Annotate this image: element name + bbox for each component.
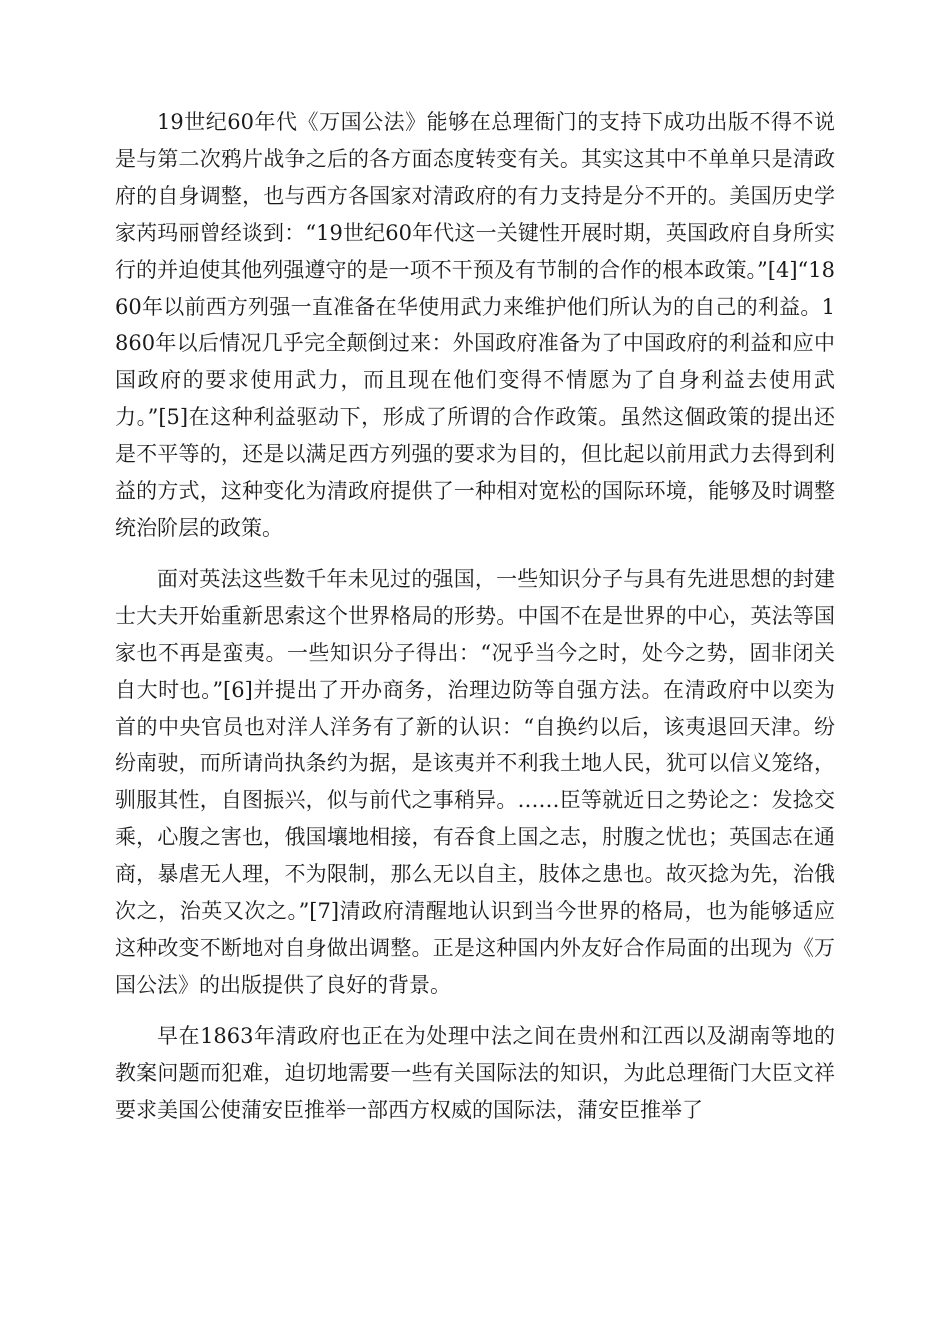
paragraph-2: 面对英法这些数千年未见过的强国，一些知识分子与具有先进思想的封建士大夫开始重新思索这个世界格局的形势。中国不在是世界的中心，英法等国家也不再是蛮夷。一些知识分子得出：“况乎当今之时，处今之势，固非闭关自大时也。”[6]并提出了开办商务，治理边防等自强方法。在清政府中以奕为首的中央官员也对洋人洋务有了新的认识：“自换约以后，该夷退回天津。纷纷南驶，而所请尚执条约为据，是该夷并不利我土地人民，犹可以信义笼络，驯服其性，自图振兴，似与前代之事稍异。……臣等就近日之势论之：发捻交乘，心腹之害也，俄国壤地相接，有吞食上国之志，肘腹之忧也；英国志在通商，暴虐无人理，不为限制，那么无以自主，肢体之患也。故灭捻为先，治俄次之，治英又次之。”[7]清政府清醒地认识到当今世界的格局，也为能够适应这种改变不断地对自身做出调整。正是这种国内外友好合作局面的出现为《万国公法》的出版提供了良好的背景。 (115, 566, 835, 997)
paragraph-1: 19世纪60年代《万国公法》能够在总理衙门的支持下成功出版不得不说是与第二次鸦片战争之后的各方面态度转变有关。其实这其中不单单只是清政府的自身调整，也与西方各国家对清政府的有力支持是分不开的。美国历史学家芮玛丽曾经谈到：“19世纪60年代这一关键性开展时期，英国政府自身所实行的并迫使其他列强遵守的是一项不干预及有节制的合作的根本政策。”[4]“1860年以前西方列强一直准备在华使用武力来维护他们所认为的自己的利益。1860年以后情况几乎完全颠倒过来：外国政府准备为了中国政府的利益和应中国政府的要求使用武力，而且现在他们变得不情愿为了自身利益去使用武力。”[5]在这种利益驱动下，形成了所谓的合作政策。虽然这個政策的提出还是不平等的，还是以满足西方列强的要求为目的，但比起以前用武力去得到利益的方式，这种变化为清政府提供了一种相对宽松的国际环境，能够及时调整统治阶层的政策。 (115, 110, 835, 540)
document-page (115, 104, 835, 1128)
paragraph-3: 早在1863年清政府也正在为处理中法之间在贵州和江西以及湖南等地的教案问题而犯难，迫切地需要一些有关国际法的知识，为此总理衙门大臣文祥要求美国公使蒲安臣推举一部西方权威的国际法，蒲安臣推举了 (115, 1023, 835, 1122)
